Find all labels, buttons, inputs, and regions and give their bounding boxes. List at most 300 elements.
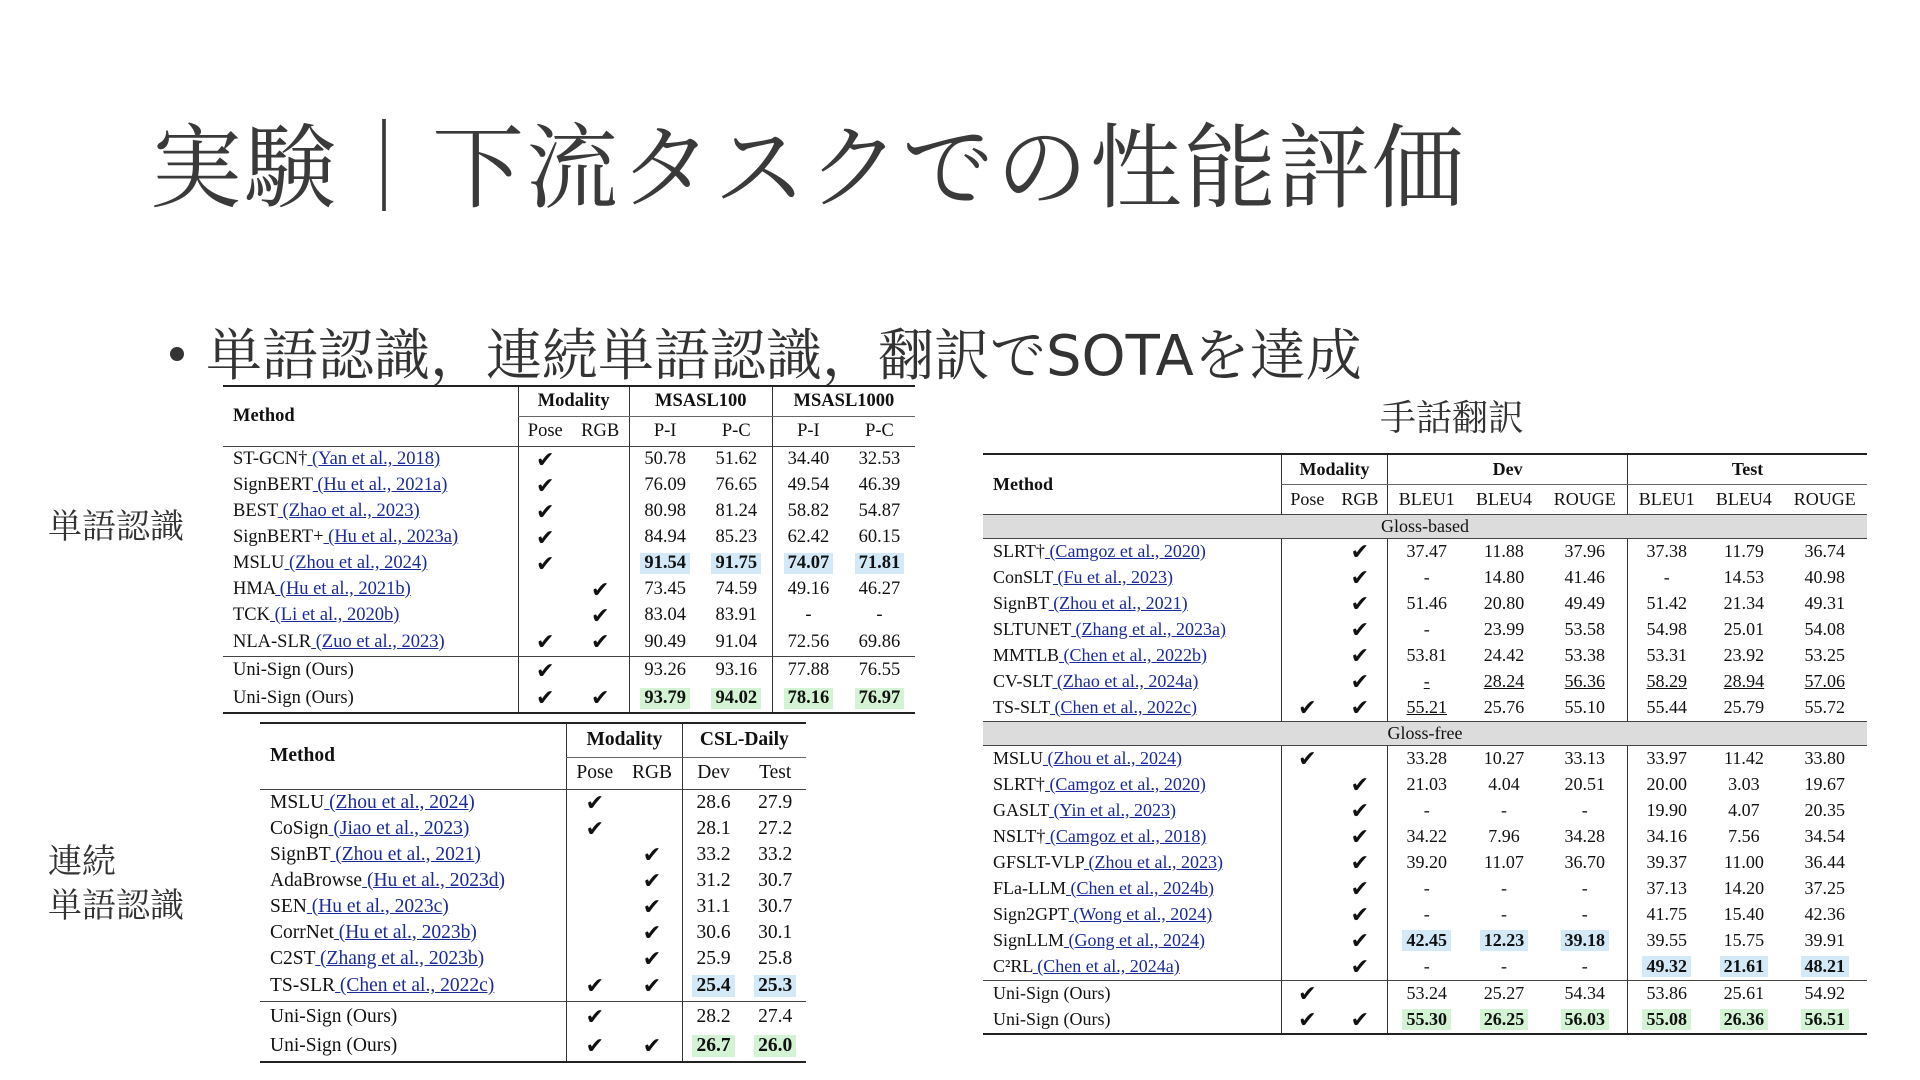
- value-text: 46.27: [858, 579, 901, 599]
- value-cell: [701, 577, 773, 603]
- pose-check: [567, 842, 623, 868]
- value-text: 76.09: [644, 475, 686, 495]
- value-text: 91.75: [711, 553, 761, 574]
- value-text: 83.91: [715, 605, 758, 625]
- value-cell: [1465, 954, 1542, 981]
- value-text: 37.47: [1406, 541, 1447, 561]
- pose-check: ✔: [518, 657, 572, 685]
- method-name: FLa-LLM: [993, 878, 1066, 898]
- value-cell: [1388, 798, 1466, 824]
- method-cell: [983, 617, 1281, 643]
- table-row: [260, 789, 806, 816]
- value-text: 11.00: [1724, 852, 1764, 872]
- rgb-check: ✔: [642, 841, 662, 867]
- value-cell: [682, 842, 744, 868]
- value-cell: [1783, 902, 1867, 928]
- value-text: 76.97: [855, 688, 905, 709]
- value-text: 33.28: [1406, 748, 1447, 768]
- t1-header-pi: P-I: [772, 416, 844, 446]
- method-citation: (Zhou et al., 2024): [284, 553, 428, 573]
- method-name: SignLLM: [993, 930, 1065, 950]
- value-cell: [1783, 1007, 1867, 1034]
- value-text: -: [1581, 904, 1588, 924]
- pose-check: ✔: [518, 551, 572, 577]
- value-text: 51.46: [1406, 593, 1447, 613]
- value-text: -: [1423, 956, 1430, 976]
- table-row: [223, 629, 915, 657]
- value-cell: [682, 816, 744, 842]
- value-cell: [1705, 538, 1782, 565]
- value-cell: [1783, 538, 1867, 565]
- pose-check: ✔: [567, 816, 623, 842]
- method-name: Uni-Sign (Ours): [270, 1035, 398, 1056]
- value-cell: [1783, 617, 1867, 643]
- value-cell: [682, 1032, 744, 1062]
- value-text: 27.9: [758, 791, 793, 813]
- value-text: 39.20: [1406, 852, 1447, 872]
- value-text: 55.21: [1406, 697, 1447, 717]
- method-citation: (Zhang et al., 2023b): [315, 947, 485, 969]
- value-text: 74.59: [715, 579, 758, 599]
- method-name: BEST: [233, 501, 278, 521]
- method-citation: (Hu et al., 2023d): [362, 869, 506, 891]
- method-cell: [983, 954, 1281, 981]
- value-cell: [629, 551, 701, 577]
- value-text: -: [1500, 878, 1507, 898]
- method-cell: [223, 525, 518, 551]
- value-text: 53.38: [1564, 645, 1606, 665]
- value-text: 4.04: [1488, 774, 1520, 794]
- method-cell: [260, 946, 567, 972]
- value-cell: [1388, 669, 1466, 695]
- value-text: 28.94: [1723, 671, 1765, 691]
- method-citation: (Zuo et al., 2023): [311, 631, 445, 652]
- value-text: 49.31: [1804, 593, 1845, 613]
- value-text: 58.29: [1646, 671, 1687, 691]
- pose-check: [567, 894, 623, 920]
- value-text: 27.2: [758, 817, 793, 839]
- method-cell: [983, 772, 1281, 798]
- method-name: TCK: [233, 605, 270, 625]
- value-cell: [1465, 565, 1542, 591]
- value-cell: [1628, 538, 1706, 565]
- method-name: Uni-Sign (Ours): [233, 660, 354, 681]
- method-cell: [983, 902, 1281, 928]
- value-text: 39.91: [1804, 930, 1845, 950]
- value-cell: [1388, 902, 1466, 928]
- method-citation: (Yin et al., 2023): [1049, 800, 1177, 820]
- rgb-check: [622, 789, 682, 816]
- value-text: 25.76: [1483, 697, 1525, 717]
- value-cell: [1465, 850, 1542, 876]
- value-cell: [772, 473, 844, 499]
- value-text: 57.06: [1804, 671, 1845, 691]
- value-text: 34.16: [1646, 826, 1687, 846]
- value-cell: [844, 446, 915, 473]
- value-text: -: [1581, 878, 1588, 898]
- table-row: [983, 902, 1867, 928]
- rgb-check: [622, 816, 682, 842]
- method-name: C2ST: [270, 947, 316, 969]
- value-cell: [701, 525, 773, 551]
- t2-header-pose: Pose: [567, 757, 623, 789]
- method-name: Uni-Sign (Ours): [993, 983, 1111, 1003]
- value-text: 20.80: [1483, 593, 1525, 613]
- method-citation: (Chen et al., 2022c): [335, 975, 495, 997]
- value-cell: [1628, 745, 1706, 772]
- value-cell: [1388, 643, 1466, 669]
- value-cell: [1783, 980, 1867, 1007]
- table-row: [260, 972, 806, 1002]
- pose-check: [1281, 824, 1332, 850]
- rgb-check: ✔: [642, 893, 662, 919]
- value-cell: [772, 603, 844, 629]
- value-cell: [1705, 643, 1782, 669]
- rgb-check: [622, 1002, 682, 1032]
- method-name: MMTLB: [993, 645, 1060, 665]
- method-citation: (Camgoz et al., 2020): [1044, 774, 1206, 794]
- pose-check: [1281, 798, 1332, 824]
- method-name: NSLT†: [993, 826, 1046, 846]
- value-text: 93.79: [640, 688, 690, 709]
- rgb-check: ✔: [1333, 538, 1388, 565]
- pose-check: ✔: [1281, 695, 1332, 722]
- pose-check: [567, 946, 623, 972]
- value-text: 51.62: [715, 449, 758, 469]
- value-text: 4.07: [1728, 800, 1760, 820]
- value-cell: [1543, 591, 1628, 617]
- value-cell: [1705, 980, 1782, 1007]
- rgb-check: ✔: [1350, 642, 1370, 668]
- value-text: 34.40: [787, 449, 830, 469]
- value-text: 85.23: [715, 527, 758, 547]
- value-cell: [844, 629, 915, 657]
- group-gloss-based: Gloss-based: [983, 514, 1867, 538]
- value-text: 53.25: [1804, 645, 1845, 665]
- table-row: [260, 894, 806, 920]
- value-text: 33.2: [696, 843, 731, 865]
- value-cell: [772, 685, 844, 713]
- value-text: 33.80: [1804, 748, 1845, 768]
- value-cell: [1543, 850, 1628, 876]
- table-row: [260, 1002, 806, 1032]
- rgb-check: ✔: [1350, 668, 1370, 694]
- value-cell: [682, 972, 744, 1002]
- value-text: 24.42: [1483, 645, 1525, 665]
- pose-check: [1281, 954, 1332, 981]
- table-row: [223, 551, 915, 577]
- t1-header-pc: P-C: [721, 420, 751, 441]
- method-citation: (Zhou et al., 2021): [1048, 593, 1188, 613]
- method-cell: [223, 446, 518, 473]
- value-cell: [1388, 617, 1466, 643]
- value-text: -: [1423, 671, 1430, 691]
- value-text: 23.92: [1723, 645, 1765, 665]
- value-text: 34.22: [1406, 826, 1447, 846]
- value-text: 34.54: [1804, 826, 1845, 846]
- value-cell: [1465, 798, 1542, 824]
- rgb-check: ✔: [1350, 901, 1370, 927]
- value-text: 31.2: [696, 869, 731, 891]
- table-row: [983, 928, 1867, 954]
- value-text: 27.4: [758, 1005, 793, 1027]
- value-cell: [1543, 669, 1628, 695]
- value-text: 48.21: [1801, 956, 1850, 977]
- t1-header-method: Method: [223, 386, 518, 446]
- method-cell: [983, 538, 1281, 565]
- value-cell: [682, 946, 744, 972]
- value-cell: [1388, 1007, 1466, 1034]
- value-text: 55.72: [1804, 697, 1845, 717]
- value-cell: [1388, 954, 1466, 981]
- value-text: 76.55: [858, 660, 901, 681]
- value-text: 7.56: [1728, 826, 1760, 846]
- value-text: 42.36: [1804, 904, 1845, 924]
- value-text: 20.00: [1646, 774, 1687, 794]
- value-text: 25.27: [1483, 983, 1525, 1003]
- value-text: 30.1: [758, 921, 793, 943]
- value-text: 25.4: [692, 975, 734, 997]
- method-name: ConSLT: [993, 567, 1054, 587]
- value-cell: [1388, 824, 1466, 850]
- value-cell: [1783, 928, 1867, 954]
- table-row: [223, 657, 915, 685]
- value-text: 78.16: [784, 688, 834, 709]
- method-name: MSLU: [270, 791, 325, 813]
- value-text: 53.58: [1564, 619, 1606, 639]
- table-row: [983, 1007, 1867, 1034]
- value-text: 53.86: [1646, 983, 1687, 1003]
- value-cell: [772, 525, 844, 551]
- method-cell: [983, 798, 1281, 824]
- value-text: 15.40: [1723, 904, 1765, 924]
- value-text: -: [1663, 567, 1670, 587]
- value-text: 53.31: [1646, 645, 1687, 665]
- value-text: 69.86: [858, 631, 901, 652]
- t3-header-bleu1: BLEU1: [1628, 484, 1706, 514]
- t1-header-pose: Pose: [518, 416, 572, 446]
- value-cell: [1465, 772, 1542, 798]
- value-cell: [701, 473, 773, 499]
- value-cell: [629, 525, 701, 551]
- table-row: [223, 577, 915, 603]
- value-cell: [1783, 695, 1867, 722]
- value-cell: [1783, 824, 1867, 850]
- value-cell: [1628, 695, 1706, 722]
- value-cell: [1388, 772, 1466, 798]
- method-citation: (Zhao et al., 2023): [277, 501, 420, 521]
- table-row: [983, 695, 1867, 722]
- method-name: CoSign: [270, 817, 329, 839]
- table-row: [983, 980, 1867, 1007]
- value-cell: [1465, 928, 1542, 954]
- value-text: 93.16: [715, 660, 758, 681]
- value-cell: [1783, 745, 1867, 772]
- table-row: [983, 876, 1867, 902]
- value-cell: [629, 473, 701, 499]
- label-continuous-1: 連続: [48, 842, 116, 882]
- rgb-check: [572, 446, 629, 473]
- method-citation: (Chen et al., 2024a): [1032, 956, 1180, 976]
- value-text: 50.78: [644, 449, 686, 469]
- method-name: GASLT: [993, 800, 1050, 820]
- value-text: -: [1423, 567, 1430, 587]
- value-text: 20.35: [1804, 800, 1845, 820]
- method-citation: (Li et al., 2020b): [270, 605, 400, 625]
- pose-check: ✔: [567, 1002, 623, 1032]
- method-name: CorrNet: [270, 921, 334, 943]
- value-cell: [744, 1032, 806, 1062]
- value-cell: [1705, 591, 1782, 617]
- value-cell: [1543, 876, 1628, 902]
- value-cell: [1388, 591, 1466, 617]
- value-text: -: [805, 605, 812, 625]
- method-cell: [983, 695, 1281, 722]
- value-text: 91.04: [715, 631, 758, 652]
- rgb-check: ✔: [642, 919, 662, 945]
- value-text: 53.81: [1406, 645, 1447, 665]
- method-citation: (Hu et al., 2023b): [333, 921, 477, 943]
- method-cell: [260, 868, 567, 894]
- value-cell: [1388, 538, 1466, 565]
- pose-check: [1281, 669, 1332, 695]
- value-text: 11.42: [1724, 748, 1764, 768]
- value-cell: [844, 577, 915, 603]
- value-cell: [629, 446, 701, 473]
- value-text: 7.96: [1488, 826, 1520, 846]
- pose-check: ✔: [567, 1032, 623, 1062]
- value-cell: [1705, 565, 1782, 591]
- value-text: 74.07: [784, 553, 834, 574]
- value-text: 51.42: [1646, 593, 1687, 613]
- value-cell: [1465, 643, 1542, 669]
- rgb-check: ✔: [590, 629, 610, 655]
- value-text: 49.49: [1564, 593, 1606, 613]
- t2-header-rgb: RGB: [631, 762, 673, 783]
- value-text: 93.26: [644, 660, 686, 681]
- slide-title: 実験｜下流タスクでの性能評価: [150, 115, 1467, 222]
- pose-check: [567, 920, 623, 946]
- rgb-check: [572, 657, 629, 685]
- value-text: 33.97: [1646, 748, 1687, 768]
- value-text: 90.49: [644, 631, 686, 652]
- table-row: [983, 565, 1867, 591]
- t3-header-bleu4: BLEU4: [1475, 488, 1532, 509]
- method-cell: [223, 603, 518, 629]
- value-cell: [1628, 980, 1706, 1007]
- value-text: 77.88: [787, 660, 830, 681]
- bullet-point: [170, 312, 1362, 392]
- value-cell: [744, 789, 806, 816]
- rgb-check: [572, 499, 629, 525]
- value-cell: [629, 629, 701, 657]
- method-citation: (Fu et al., 2023): [1053, 567, 1174, 587]
- value-text: 11.07: [1484, 852, 1524, 872]
- value-text: 73.45: [644, 579, 686, 599]
- method-name: Uni-Sign (Ours): [233, 687, 354, 708]
- value-cell: [744, 868, 806, 894]
- t1-header-modality: Modality: [518, 386, 629, 416]
- value-cell: [1543, 954, 1628, 981]
- value-text: 55.10: [1564, 697, 1606, 717]
- value-cell: [1465, 824, 1542, 850]
- table-row: [983, 954, 1867, 981]
- value-text: 25.61: [1723, 983, 1765, 1003]
- value-text: 55.44: [1646, 697, 1687, 717]
- value-text: 58.82: [787, 501, 830, 521]
- pose-check: [1281, 565, 1332, 591]
- value-cell: [1543, 798, 1628, 824]
- value-text: 54.92: [1804, 983, 1845, 1003]
- value-cell: [744, 842, 806, 868]
- table-row: [223, 446, 915, 473]
- value-cell: [1543, 565, 1628, 591]
- value-text: 41.75: [1646, 904, 1687, 924]
- value-text: 46.39: [858, 475, 901, 495]
- method-citation: (Hu et al., 2023a): [323, 527, 459, 547]
- value-cell: [1628, 591, 1706, 617]
- table-row: [983, 643, 1867, 669]
- method-citation: (Hu et al., 2021b): [275, 579, 411, 599]
- value-text: 54.98: [1646, 619, 1687, 639]
- t3-header-rouge: ROUGE: [1553, 488, 1616, 509]
- value-text: 25.9: [696, 947, 731, 969]
- value-text: 19.90: [1646, 800, 1687, 820]
- value-cell: [1628, 876, 1706, 902]
- value-text: -: [1423, 800, 1430, 820]
- rgb-check: ✔: [1350, 823, 1370, 849]
- method-citation: (Zhang et al., 2023a): [1071, 619, 1226, 639]
- method-name: TS-SLR: [270, 975, 336, 997]
- bullet-text: 単語認識，連続単語認識，翻訳でSOTAを達成: [206, 324, 1362, 389]
- pose-check: ✔: [518, 499, 572, 525]
- table-row: [260, 946, 806, 972]
- value-text: 12.23: [1480, 930, 1529, 951]
- method-cell: [983, 669, 1281, 695]
- pose-check: ✔: [1281, 1007, 1332, 1034]
- value-cell: [1705, 617, 1782, 643]
- table-row: [983, 745, 1867, 772]
- value-cell: [701, 685, 773, 713]
- value-text: -: [1581, 800, 1588, 820]
- pose-check: ✔: [518, 525, 572, 551]
- value-text: 42.45: [1402, 930, 1451, 951]
- value-text: -: [1500, 800, 1507, 820]
- value-text: -: [1581, 956, 1588, 976]
- value-cell: [1388, 876, 1466, 902]
- method-name: SLTUNET: [993, 619, 1072, 639]
- method-cell: [223, 657, 518, 685]
- value-text: 37.25: [1804, 878, 1845, 898]
- rgb-check: [572, 551, 629, 577]
- method-citation: (Jiao et al., 2023): [328, 817, 470, 839]
- t1-header-msasl1000: MSASL1000: [772, 386, 915, 416]
- value-text: 25.8: [758, 947, 793, 969]
- t3-header-dev: Dev: [1388, 454, 1628, 484]
- value-cell: [844, 685, 915, 713]
- value-text: 30.7: [758, 869, 793, 891]
- value-text: 21.61: [1720, 956, 1769, 977]
- pose-check: [518, 577, 572, 603]
- value-text: 60.15: [858, 527, 901, 547]
- value-cell: [1388, 850, 1466, 876]
- method-citation: (Zhou et al., 2021): [330, 843, 481, 865]
- method-name: SignBERT: [233, 475, 313, 495]
- value-cell: [1705, 824, 1782, 850]
- t3-header-modality: Modality: [1281, 454, 1387, 484]
- method-cell: [983, 745, 1281, 772]
- value-text: 34.28: [1564, 826, 1606, 846]
